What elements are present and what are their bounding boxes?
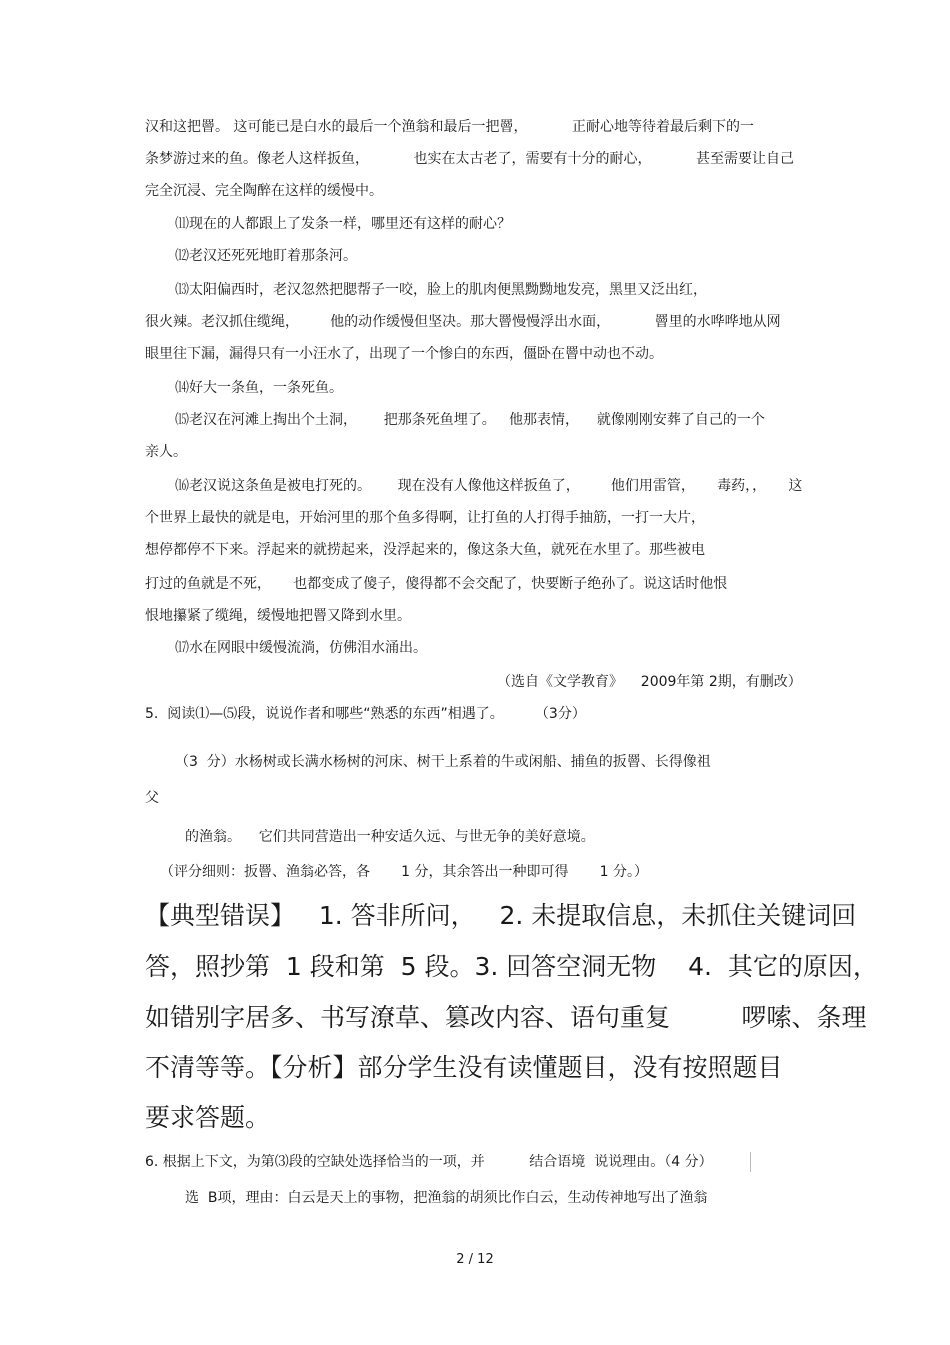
paragraph-line: ⑿老汉还死死地盯着那条河。 [175,248,357,264]
answer-line: 的渔翁。 它们共同营造出一种安适久远、与世无争的美好意境。 [185,829,595,845]
typical-errors-line: 【典型错误】 1. 答非所问， 2. 未提取信息，未抓住关键词回 [145,901,857,930]
paragraph-line: 眼里往下漏，漏得只有一小汪水了，出现了一个惨白的东西，僵卧在罾中动也不动。 [145,346,663,362]
paragraph-line: ⒂老汉在河滩上掏出个土洞， 把那条死鱼埋了。 他那表情， 就像刚刚安葬了自己的一个 [175,412,765,428]
paragraph-line: 打过的鱼就是不死， 也都变成了傻子，傻得都不会交配了，快要断子绝孙了。说这话时他恨 [145,576,728,592]
question-6: 6. 根据上下文，为第⑶段的空缺处选择恰当的一项，并 结合语境 说说理由。（4 分） [145,1154,713,1170]
paragraph-line: 个世界上最快的就是电，开始河里的那个鱼多得啊，让打鱼的人打得手抽筋，一打一大片， [145,510,705,526]
analysis-line: 不清等等。【分析】部分学生没有读懂题目，没有按照题目 [145,1053,783,1082]
paragraph-line: ⑾现在的人都跟上了发条一样，哪里还有这样的耐心？ [175,216,511,232]
typical-errors-line: 答，照抄第 1 段和第 5 段。3. 回答空洞无物 4. 其它的原因， [145,952,878,981]
answer-line: 父 [145,790,159,806]
paragraph-line: ⒀太阳偏西时，老汉忽然把腮帮子一咬，脸上的肌肉便黑黝黝地发亮，黑里又泛出红， [175,282,707,298]
page-number: 2 / 12 [456,1252,494,1267]
paragraph-line: 完全沉浸、完全陶醉在这样的缓慢中。 [145,183,383,199]
paragraph-line: 亲人。 [145,444,187,460]
source-citation: （选自《文学教育》 2009年第 2期，有删改） [497,674,802,690]
divider [750,1152,751,1172]
answer-line: 选 B项，理由：白云是天上的事物，把渔翁的胡须比作白云，生动传神地写出了渔翁 [185,1190,708,1206]
paragraph-line: ⒁好大一条鱼，一条死鱼。 [175,380,343,396]
scoring-note: （评分细则：扳罾、渔翁必答，各 1 分，其余答出一种即可得 1 分。） [160,864,649,880]
paragraph-line: 条梦游过来的鱼。像老人这样扳鱼， 也实在太古老了，需要有十分的耐心， 甚至需要让自己 [145,151,795,167]
paragraph-line: 想停都停不下来。浮起来的就捞起来，没浮起来的，像这条大鱼，就死在水里了。那些被电 [145,542,705,558]
question-5: 5. 阅读⑴—⑸段，说说作者和哪些“熟悉的东西”相遇了。 （3分） [145,706,586,722]
analysis-line: 要求答题。 [145,1103,271,1132]
paragraph-line: ⒄水在网眼中缓慢流淌，仿佛泪水涌出。 [175,640,427,656]
paragraph-line: 汉和这把罾。 这可能已是白水的最后一个渔翁和最后一把罾， 正耐心地等待着最后剩下的一 [145,119,754,135]
paragraph-line: 很火辣。老汉抓住缆绳， 他的动作缓慢但坚决。那大罾慢慢浮出水面， 罾里的水哗哗地从网 [145,314,781,330]
paragraph-line: ⒃老汉说这条鱼是被电打死的。 现在没有人像他这样扳鱼了， 他们用雷管， 毒药，， 这 [175,478,803,494]
answer-line: （3 分）水杨树或长满水杨树的河床、树干上系着的牛或闲船、捕鱼的扳罾、长得像祖 [175,754,711,770]
paragraph-line: 恨地攥紧了缆绳，缓慢地把罾又降到水里。 [145,608,411,624]
typical-errors-line: 如错别字居多、书写潦草、篡改内容、语句重复 啰嗦、条理 [145,1003,867,1032]
